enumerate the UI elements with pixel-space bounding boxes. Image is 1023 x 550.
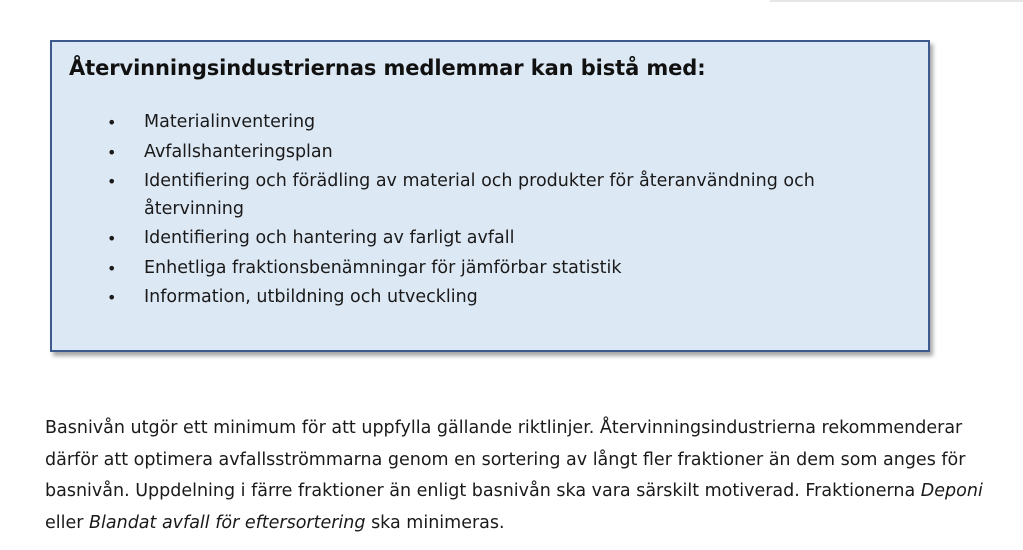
top-divider <box>770 0 1023 2</box>
bullet-icon: • <box>107 258 117 278</box>
list-item-text: Identifiering och förädling av material och produkter för återanvändning och återvinning <box>144 171 815 219</box>
body-text-part1: Basnivån utgör ett minimum för att uppfylla gällande riktlinjer. Återvinningsindustrierna rekommenderar därför att optimera avfallsströmmarna genom en sortering av långt fler fraktioner än dem som anges för basnivån. Uppdelning i färre fraktioner än enligt basnivån ska vara särskilt motiverad. Fraktionerna <box>45 418 966 501</box>
list-item <box>102 109 892 137</box>
list-item-text: Materialinventering <box>144 112 316 132</box>
bullet-icon: • <box>107 142 117 162</box>
bullet-icon: • <box>107 113 117 132</box>
list-item <box>102 168 892 223</box>
list-item-text: Identifiering och hantering av farligt avfall <box>144 228 515 248</box>
body-italic-deponi: Deponi <box>920 481 983 501</box>
body-paragraph <box>45 413 995 539</box>
list-item <box>102 139 892 167</box>
services-list <box>102 109 892 314</box>
callout-heading: Återvinningsindustriernas medlemmar kan bistå med: <box>69 56 706 80</box>
bullet-icon: • <box>107 288 117 307</box>
info-callout-box <box>50 40 930 352</box>
bullet-icon: • <box>107 172 117 191</box>
body-text-part2: eller <box>45 512 90 533</box>
body-italic-blandat: Blandat avfall för eftersortering <box>89 512 366 533</box>
list-item <box>102 284 892 312</box>
bullet-icon: • <box>107 229 117 248</box>
list-item <box>102 255 892 283</box>
list-item-text: Information, utbildning och utveckling <box>144 287 478 307</box>
list-item <box>102 225 892 253</box>
body-text-part3: ska minimeras. <box>365 512 505 533</box>
list-item-text: Enhetliga fraktionsbenämningar för jämförbar statistik <box>144 257 622 278</box>
list-item-text: Avfallshanteringsplan <box>144 141 333 162</box>
